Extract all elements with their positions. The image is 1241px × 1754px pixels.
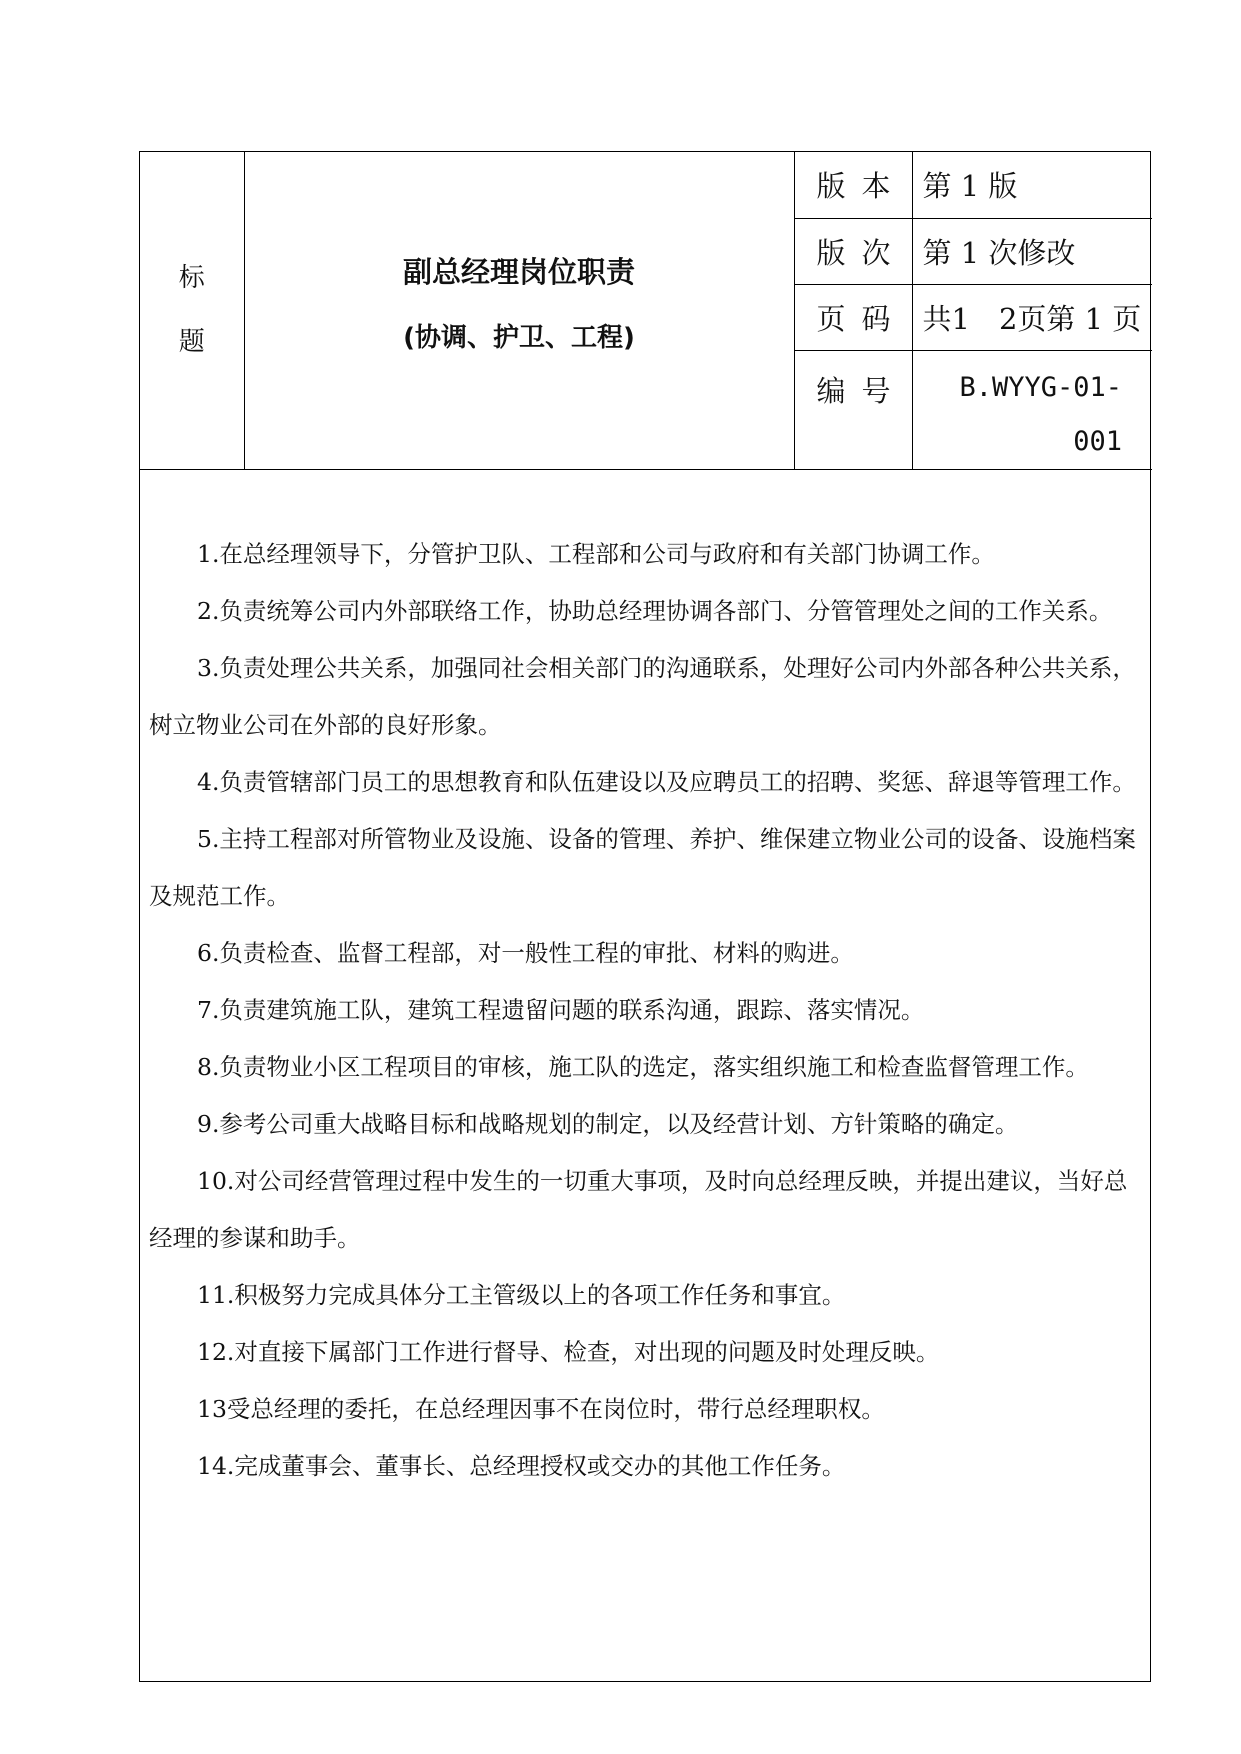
code-label: 编号 [794,350,912,469]
duty-item: 6.负责检查、监督工程部，对一般性工程的审批、材料的购进。 [197,939,854,967]
duty-item: 7.负责建筑施工队，建筑工程遗留问题的联系沟通，跟踪、落实情况。 [197,996,925,1024]
duties-list [149,526,1139,1495]
duty-item: 10.对公司经营管理过程中发生的一切重大事项，及时向总经理反映，并提出建议，当好总经理的参谋和助手。 [149,1167,1128,1252]
revision-label: 版次 [794,218,912,284]
page-label: 页码 [794,284,912,350]
page-value: 共1 2页第 1 页 [912,284,1152,350]
code-value: B.WYYG-01-001 [912,350,1152,469]
version-value: 第 1 版 [912,152,1152,218]
title-cell [244,152,794,469]
duty-item: 3.负责处理公共关系，加强同社会相关部门的沟通联系，处理好公司内外部各种公共关系，树立物业公司在外部的良好形象。 [149,654,1136,739]
duty-item: 13受总经理的委托，在总经理因事不在岗位时，带行总经理职权。 [197,1395,885,1423]
title-label-char-2: 题 [178,327,205,358]
version-label: 版本 [794,152,912,218]
title-label-char-1: 标 [178,263,205,294]
duty-item: 8.负责物业小区工程项目的审核，施工队的选定，落实组织施工和检查监督管理工作。 [197,1053,1089,1081]
duty-item: 2.负责统筹公司内外部联络工作，协助总经理协调各部门、分管管理处之间的工作关系。 [197,597,1113,625]
duty-item: 9.参考公司重大战略目标和战略规划的制定，以及经营计划、方针策略的确定。 [197,1110,1019,1138]
duty-item: 5.主持工程部对所管物业及设施、设备的管理、养护、维保建立物业公司的设备、设施档案及规范工作。 [149,825,1136,910]
duty-item: 12.对直接下属部门工作进行督导、检查，对出现的问题及时处理反映。 [197,1338,940,1366]
revision-value: 第 1 次修改 [912,218,1152,284]
duty-item: 4.负责管辖部门员工的思想教育和队伍建设以及应聘员工的招聘、奖惩、辞退等管理工作。 [197,768,1136,796]
duty-item: 1.在总经理领导下，分管护卫队、工程部和公司与政府和有关部门协调工作。 [197,540,995,568]
duty-item: 11.积极努力完成具体分工主管级以上的各项工作任务和事宜。 [197,1281,846,1309]
title-label-cell [140,152,244,469]
document-subtitle: (协调、护卫、工程) [403,323,635,354]
duty-item: 14.完成董事会、董事长、总经理授权或交办的其他工作任务。 [197,1452,846,1480]
document-title: 副总经理岗位职责 [402,255,635,290]
header-table [140,152,1152,470]
